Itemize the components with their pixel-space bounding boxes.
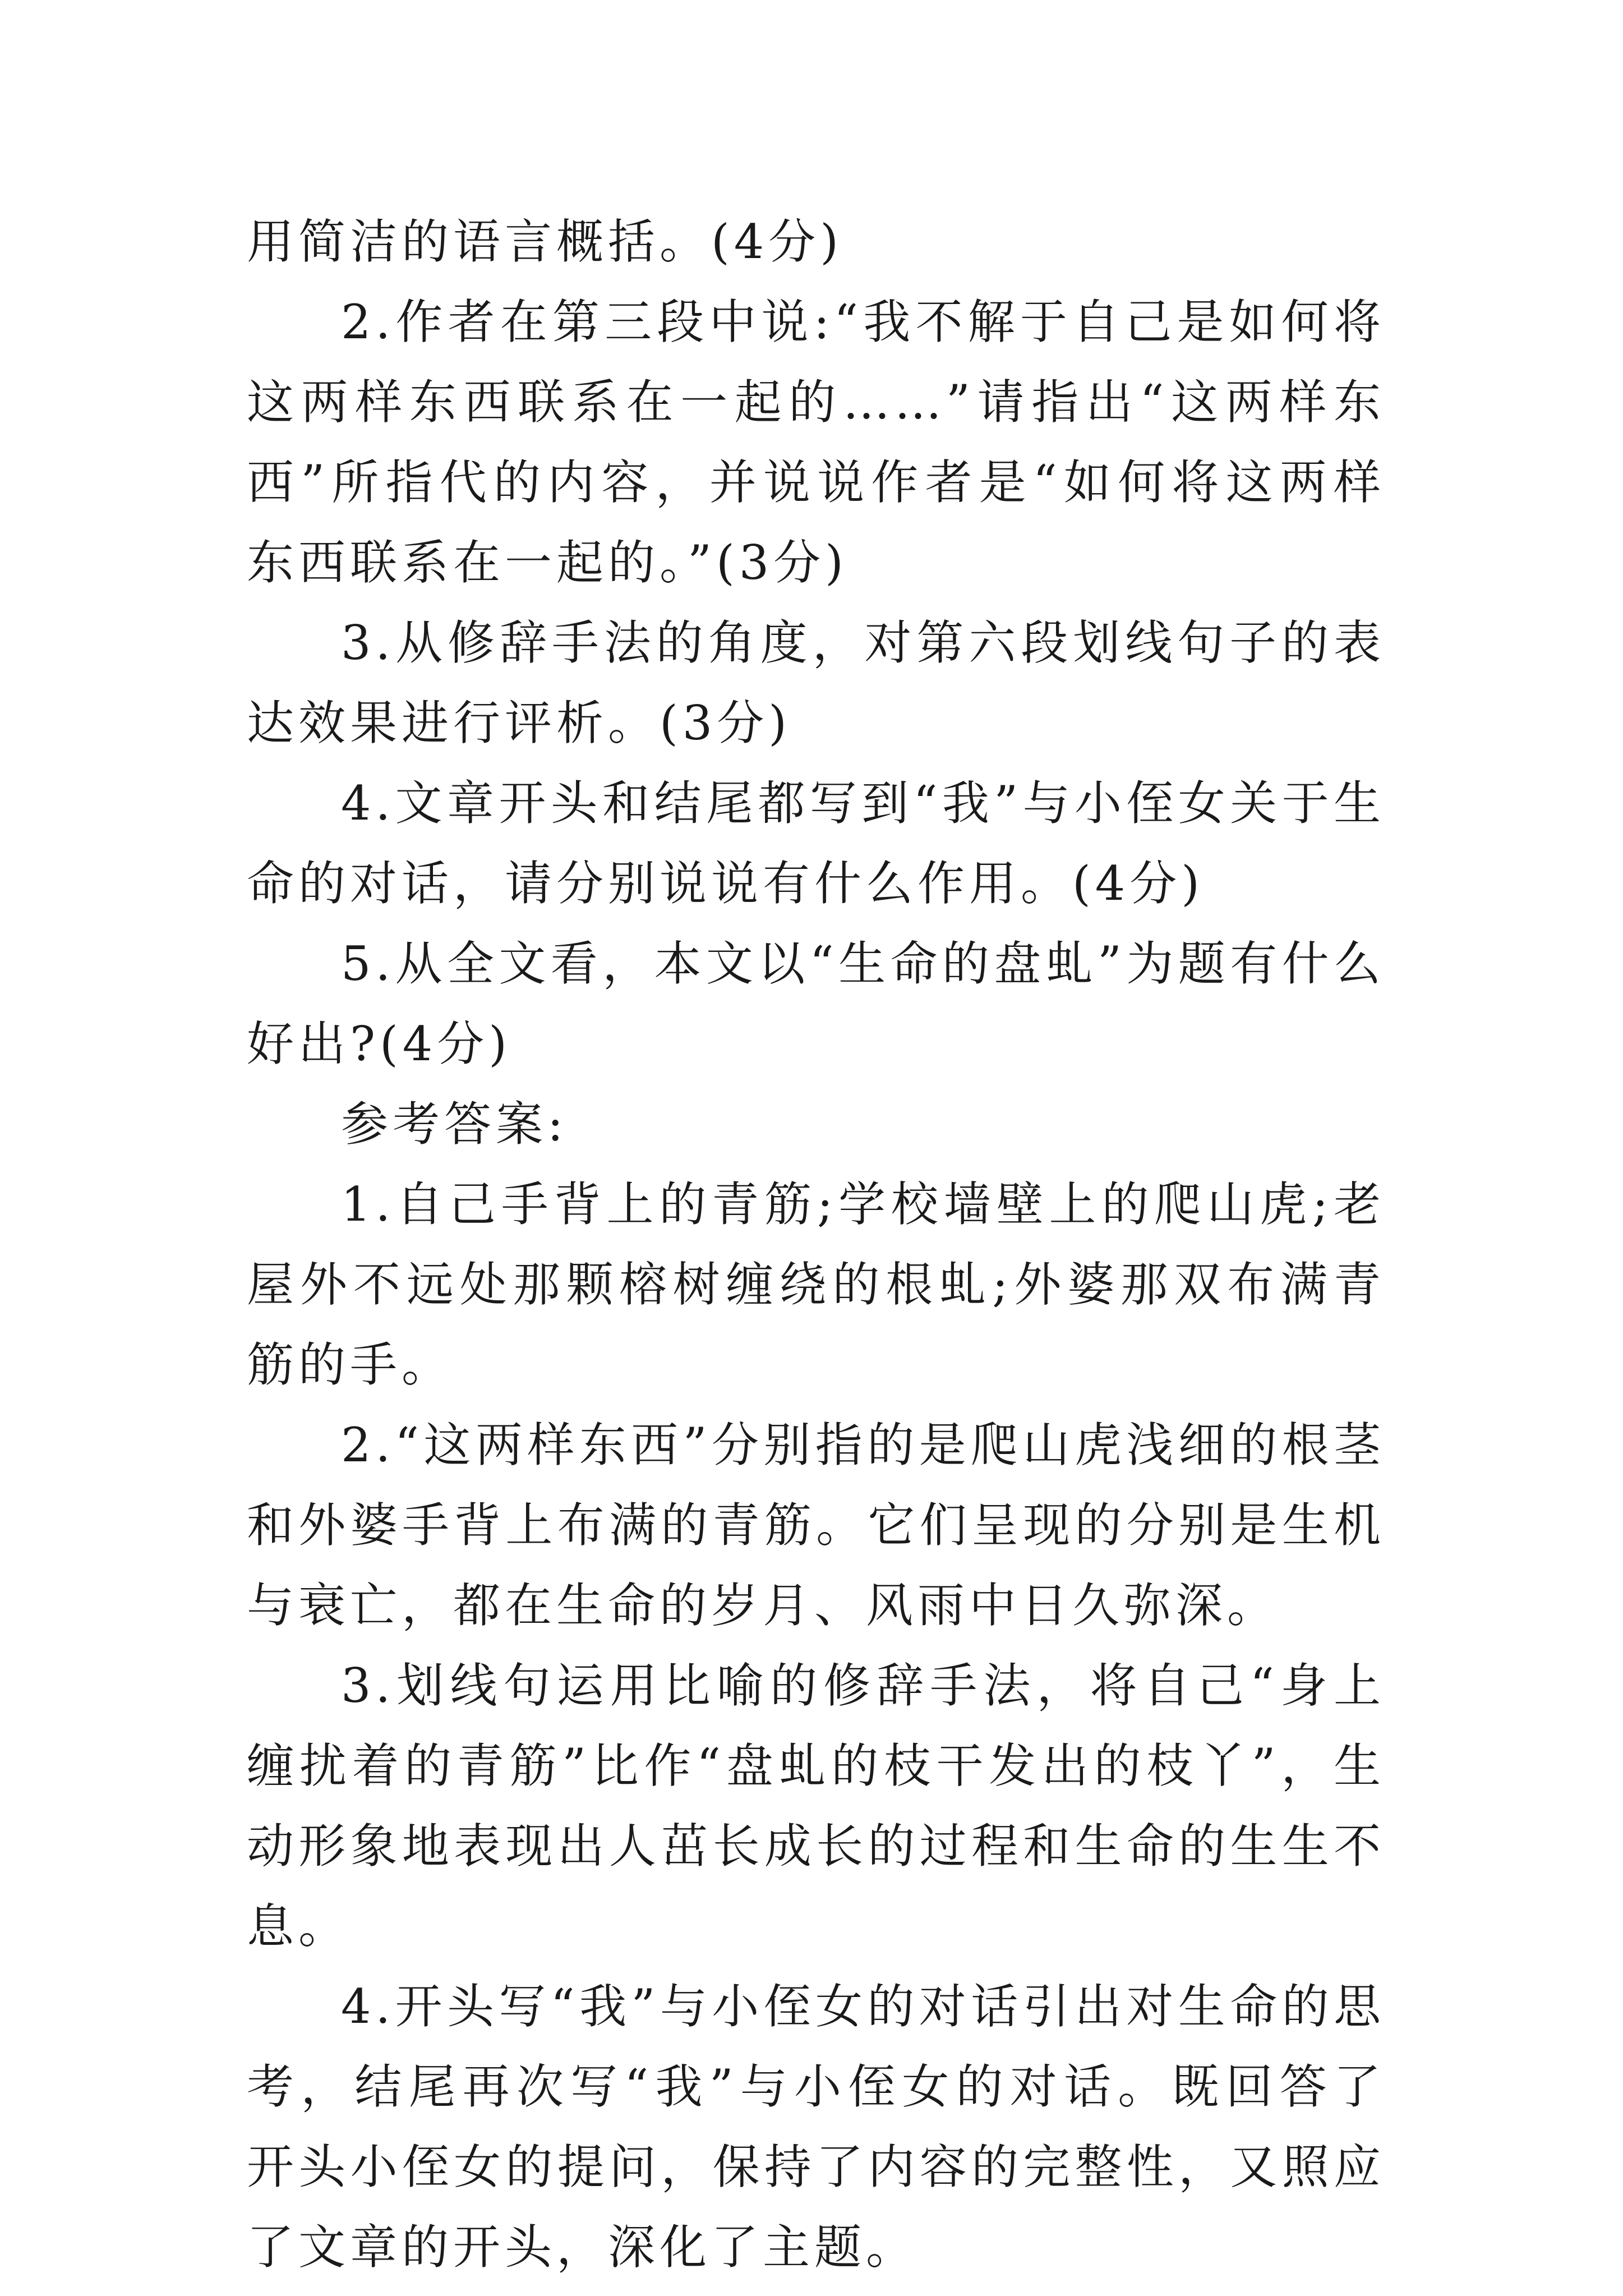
answer-3: 3.划线句运用比喻的修辞手法，将自己“身上缠扰着的青筋”比作“盘虬的枝干发出的枝丫”，生动形象地表现出人茁长成长的过程和生命的生生不息。 <box>247 1658 1385 1954</box>
answers-heading: 参考答案: <box>341 1097 568 1152</box>
question-5: 5.从全文看，本文以“生命的盘虬”为题有什么好出?(4分) <box>247 936 1385 1071</box>
question-3: 3.从修辞手法的角度，对第六段划线句子的表达效果进行评析。(3分) <box>247 615 1385 751</box>
answer-1: 1.自己手背上的青筋;学校墙壁上的爬山虎;老屋外不远处那颗榕树缠绕的根虬;外婆那双布满青筋的手。 <box>247 1177 1385 1392</box>
question-1-tail: 用简洁的语言概括。(4分) <box>247 214 843 269</box>
document-body <box>247 202 1385 2288</box>
answer-4: 4.开头写“我”与小侄女的对话引出对生命的思考，结尾再次写“我”与小侄女的对话。既回答了开头小侄女的提问，保持了内容的完整性，又照应了文章的开头，深化了主题。 <box>247 1979 1385 2275</box>
answer-2: 2.“这两样东西”分别指的是爬山虎浅细的根茎和外婆手背上布满的青筋。它们呈现的分别是生机与衰亡，都在生命的岁月、风雨中日久弥深。 <box>247 1418 1385 1633</box>
question-2: 2.作者在第三段中说:“我不解于自己是如何将这两样东西联系在一起的……”请指出“这两样东西”所指代的内容，并说说作者是“如何将这两样东西联系在一起的。”(3分) <box>247 295 1385 590</box>
question-4: 4.文章开头和结尾都写到“我”与小侄女关于生命的对话，请分别说说有什么作用。(4分) <box>247 776 1385 911</box>
